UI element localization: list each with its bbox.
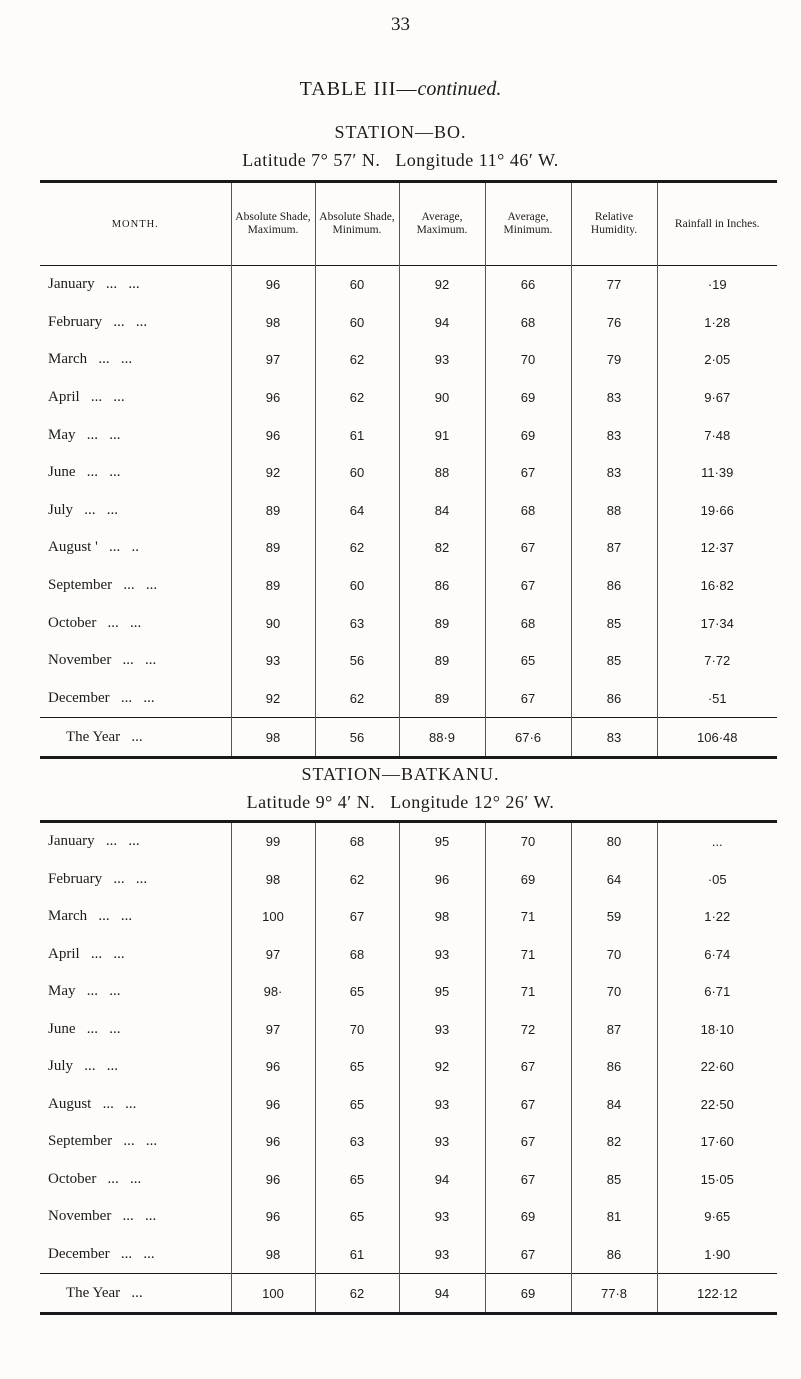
value-cell: 79 [571,341,657,379]
value-cell: 1·28 [657,304,777,342]
value-cell: 98 [231,718,315,758]
table-row [40,973,777,1011]
table-row [40,529,777,567]
month-cell: May ... ... [48,983,121,1000]
value-cell: 60 [315,454,399,492]
month-cell: April ... ... [48,945,125,962]
value-cell: 106·48 [657,718,777,758]
header-avg-min: Average, Minimum. [485,182,571,266]
value-cell: 86 [571,1236,657,1274]
value-cell: 64 [571,861,657,899]
table-row [40,416,777,454]
value-cell: 89 [231,492,315,530]
value-cell: 122·12 [657,1274,777,1314]
value-cell: 71 [485,936,571,974]
value-cell: 97 [231,341,315,379]
table-row [40,1161,777,1199]
value-cell: 16·82 [657,567,777,605]
value-cell: 91 [399,416,485,454]
month-cell: The Year ... [40,718,231,758]
month-cell: September ... ... [48,577,158,594]
value-cell: 71 [485,898,571,936]
value-cell: 65 [315,973,399,1011]
table-header-row [40,182,777,266]
value-cell: 6·71 [657,973,777,1011]
value-cell: 62 [315,341,399,379]
value-cell: 61 [315,416,399,454]
value-cell: 92 [399,266,485,304]
value-cell: 96 [231,266,315,304]
header-month: MONTH. [111,218,159,230]
value-cell: 86 [571,567,657,605]
month-cell: June ... ... [48,1020,121,1037]
month-cell: October ... ... [48,1170,142,1187]
value-cell: 98 [399,898,485,936]
value-cell: 67 [315,898,399,936]
value-cell: 94 [399,1274,485,1314]
value-cell: 97 [231,936,315,974]
value-cell: 67 [485,1086,571,1124]
table-title-main: TABLE III— [299,78,418,100]
value-cell: 92 [231,680,315,718]
value-cell: 95 [399,822,485,861]
value-cell: 64 [315,492,399,530]
value-cell: 84 [399,492,485,530]
header-humidity: Relative Humidity. [571,182,657,266]
value-cell: 59 [571,898,657,936]
year-total-row [40,1274,777,1314]
value-cell: 22·50 [657,1086,777,1124]
value-cell: 69 [485,861,571,899]
value-cell: 67 [485,529,571,567]
month-cell: December ... ... [48,689,155,706]
month-cell: January ... ... [48,833,140,850]
table-row [40,898,777,936]
value-cell: 80 [571,822,657,861]
value-cell: 86 [571,680,657,718]
month-cell: January ... ... [48,276,140,293]
value-cell: 67 [485,1161,571,1199]
value-cell: 69 [485,1198,571,1236]
value-cell: 93 [399,1236,485,1274]
value-cell: 93 [399,1123,485,1161]
value-cell: 89 [399,604,485,642]
table-row [40,822,777,861]
table-row [40,1198,777,1236]
value-cell: 70 [571,973,657,1011]
month-cell: March ... ... [48,908,133,925]
value-cell: 69 [485,379,571,417]
value-cell: 88 [399,454,485,492]
month-cell: February ... ... [48,313,148,330]
table-row [40,1048,777,1086]
value-cell: 77·8 [571,1274,657,1314]
value-cell: 93 [399,936,485,974]
value-cell: 96 [231,1198,315,1236]
value-cell: 100 [231,1274,315,1314]
header-abs-min: Absolute Shade, Minimum. [315,182,399,266]
table-row [40,861,777,899]
station-batkanu-title: STATION—BATKANU. [301,764,500,784]
value-cell: 81 [571,1198,657,1236]
value-cell: 99 [231,822,315,861]
value-cell: 98 [231,861,315,899]
value-cell: 65 [315,1161,399,1199]
value-cell: 87 [571,529,657,567]
value-cell: 89 [231,529,315,567]
value-cell: 85 [571,604,657,642]
month-cell: July ... ... [48,501,119,518]
value-cell: 96 [231,1086,315,1124]
month-cell: The Year ... [40,1274,231,1314]
value-cell: 62 [315,379,399,417]
table-row [40,304,777,342]
value-cell: 67 [485,567,571,605]
value-cell: 100 [231,898,315,936]
value-cell: ·05 [657,861,777,899]
value-cell: 92 [231,454,315,492]
table-row [40,936,777,974]
value-cell: 98· [231,973,315,1011]
value-cell: 68 [315,822,399,861]
value-cell: 85 [571,642,657,680]
value-cell: 56 [315,718,399,758]
value-cell: 9·65 [657,1198,777,1236]
value-cell: 22·60 [657,1048,777,1086]
value-cell: 83 [571,454,657,492]
value-cell: 70 [571,936,657,974]
table-row [40,642,777,680]
value-cell: 67 [485,1236,571,1274]
value-cell: 7·48 [657,416,777,454]
value-cell: 62 [315,861,399,899]
value-cell: 90 [231,604,315,642]
station-bo-coords: Latitude 7° 57′ N. Longitude 11° 46′ W. [242,150,559,170]
header-rainfall: Rainfall in Inches. [657,182,777,266]
value-cell: 88 [571,492,657,530]
value-cell: 67·6 [485,718,571,758]
value-cell: 85 [571,1161,657,1199]
month-cell: November ... ... [48,652,157,669]
value-cell: 87 [571,1011,657,1049]
year-total-row [40,718,777,758]
value-cell: 89 [399,642,485,680]
value-cell: 69 [485,416,571,454]
value-cell: 82 [571,1123,657,1161]
month-cell: July ... ... [48,1058,119,1075]
value-cell: 68 [485,304,571,342]
table-row [40,1236,777,1274]
value-cell: 18·10 [657,1011,777,1049]
value-cell: 68 [485,492,571,530]
value-cell: 62 [315,1274,399,1314]
value-cell: 82 [399,529,485,567]
table-row [40,341,777,379]
table-row [40,454,777,492]
value-cell: 61 [315,1236,399,1274]
station-batkanu-coords: Latitude 9° 4′ N. Longitude 12° 26′ W. [246,792,555,812]
value-cell: 15·05 [657,1161,777,1199]
value-cell: 96 [231,1123,315,1161]
value-cell: 65 [485,642,571,680]
value-cell: 88·9 [399,718,485,758]
value-cell: 93 [399,1086,485,1124]
value-cell: 11·39 [657,454,777,492]
value-cell: 86 [571,1048,657,1086]
header-abs-max: Absolute Shade, Maximum. [231,182,315,266]
value-cell: 76 [571,304,657,342]
value-cell: 68 [485,604,571,642]
page-number: 33 [391,14,410,35]
value-cell: 96 [231,1048,315,1086]
table-row [40,1086,777,1124]
value-cell: 2·05 [657,341,777,379]
month-cell: June ... ... [48,464,121,481]
value-cell: 94 [399,1161,485,1199]
value-cell: 67 [485,454,571,492]
value-cell: 98 [231,304,315,342]
value-cell: 96 [231,379,315,417]
value-cell: 7·72 [657,642,777,680]
month-cell: August ... ... [48,1095,137,1112]
table-title [0,78,801,101]
value-cell: 65 [315,1086,399,1124]
value-cell: 93 [399,1011,485,1049]
value-cell: 83 [571,379,657,417]
table-row [40,1123,777,1161]
header-avg-max: Average, Maximum. [399,182,485,266]
value-cell: 63 [315,1123,399,1161]
value-cell: ... [657,822,777,861]
value-cell: 12·37 [657,529,777,567]
value-cell: 96 [231,1161,315,1199]
month-cell: September ... ... [48,1133,158,1150]
value-cell: 19·66 [657,492,777,530]
value-cell: 17·60 [657,1123,777,1161]
value-cell: 77 [571,266,657,304]
value-cell: 83 [571,718,657,758]
month-cell: August ' ... .. [48,539,140,556]
value-cell: 65 [315,1198,399,1236]
value-cell: 1·90 [657,1236,777,1274]
month-cell: October ... ... [48,614,142,631]
month-cell: May ... ... [48,426,121,443]
table-title-suffix: continued. [417,78,502,100]
table-row [40,604,777,642]
table-row [40,266,777,304]
value-cell: 6·74 [657,936,777,974]
month-cell: November ... ... [48,1208,157,1225]
value-cell: 72 [485,1011,571,1049]
value-cell: 92 [399,1048,485,1086]
value-cell: 89 [231,567,315,605]
value-cell: 94 [399,304,485,342]
month-cell: April ... ... [48,389,125,406]
value-cell: 97 [231,1011,315,1049]
value-cell: 9·67 [657,379,777,417]
table-row [40,379,777,417]
value-cell: 90 [399,379,485,417]
value-cell: 56 [315,642,399,680]
value-cell: ·51 [657,680,777,718]
value-cell: 67 [485,1048,571,1086]
value-cell: 68 [315,936,399,974]
value-cell: 60 [315,266,399,304]
table-row [40,567,777,605]
table-row [40,1011,777,1049]
value-cell: 60 [315,567,399,605]
value-cell: 70 [485,822,571,861]
value-cell: 69 [485,1274,571,1314]
value-cell: 60 [315,304,399,342]
value-cell: 89 [399,680,485,718]
station-batkanu-table [40,820,777,1315]
value-cell: 62 [315,680,399,718]
value-cell: 95 [399,973,485,1011]
value-cell: 98 [231,1236,315,1274]
value-cell: 67 [485,1123,571,1161]
value-cell: 70 [485,341,571,379]
value-cell: 70 [315,1011,399,1049]
value-cell: 1·22 [657,898,777,936]
value-cell: 65 [315,1048,399,1086]
value-cell: 66 [485,266,571,304]
value-cell: 67 [485,680,571,718]
value-cell: 93 [399,1198,485,1236]
value-cell: 17·34 [657,604,777,642]
value-cell: 84 [571,1086,657,1124]
value-cell: 93 [399,341,485,379]
month-cell: March ... ... [48,351,133,368]
station-bo-table [40,180,777,759]
table-row [40,680,777,718]
value-cell: 86 [399,567,485,605]
station-bo-title: STATION—BO. [334,122,467,142]
value-cell: 83 [571,416,657,454]
table-row [40,492,777,530]
value-cell: 93 [231,642,315,680]
value-cell: 96 [231,416,315,454]
value-cell: ·19 [657,266,777,304]
value-cell: 62 [315,529,399,567]
month-cell: December ... ... [48,1245,155,1262]
value-cell: 96 [399,861,485,899]
value-cell: 71 [485,973,571,1011]
month-cell: February ... ... [48,870,148,887]
value-cell: 63 [315,604,399,642]
